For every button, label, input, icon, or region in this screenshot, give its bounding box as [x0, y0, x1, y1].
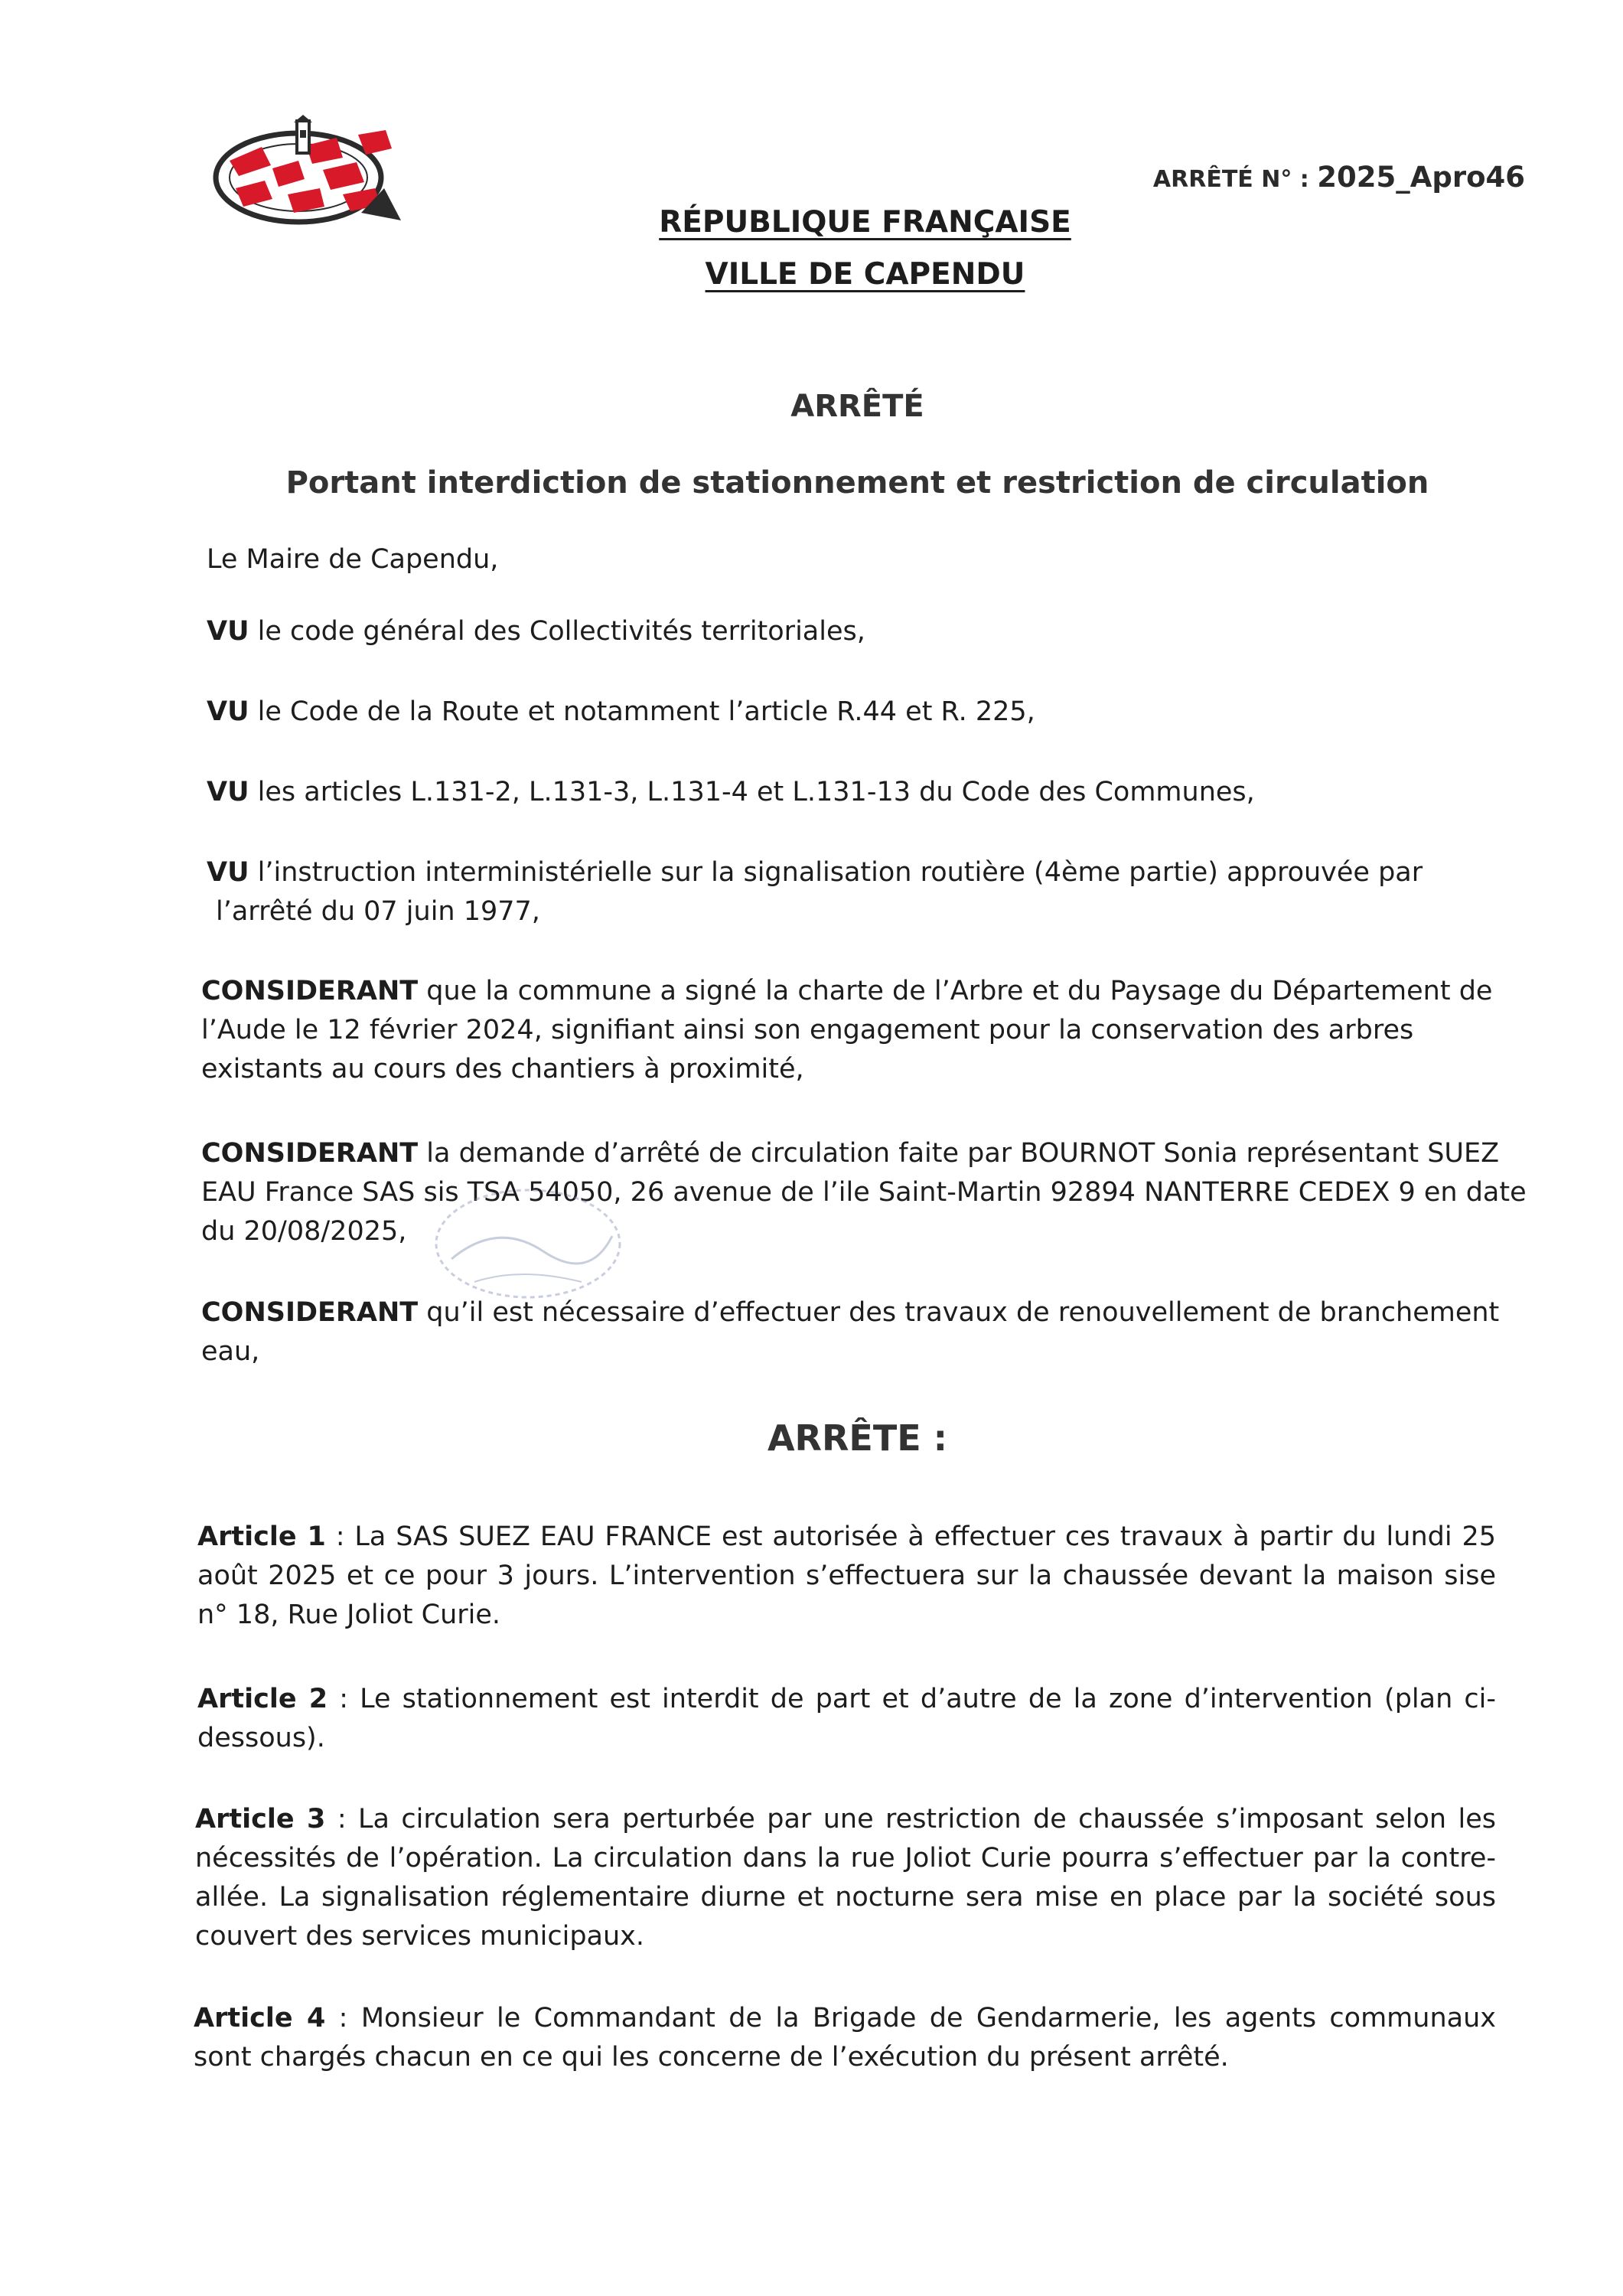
article-3 [195, 1800, 1496, 1956]
considerant-text-line2: eau, [201, 1336, 260, 1367]
visa-label: VU [207, 777, 249, 807]
considerant-text-line2: l’Aude le 12 février 2024, signifiant ainsi son engagement pour la conservation des arbres [201, 1015, 1414, 1045]
visa-text-continued: l’arrêté du 07 juin 1977, [216, 896, 540, 927]
visa-text: l’instruction interministérielle sur la signalisation routière (4ème partie) approuvée par [249, 857, 1423, 888]
article-label: Article 4 [194, 2003, 326, 2033]
considerant-label: CONSIDERANT [201, 976, 419, 1006]
considerant-text-line2: EAU France SAS sis TSA 54050, 26 avenue de l’ile Saint-Martin 92894 NANTERRE CEDEX 9 en date [201, 1177, 1527, 1208]
considerant-label: CONSIDERANT [201, 1297, 419, 1328]
visa-label: VU [207, 616, 249, 647]
article-label: Article 2 [197, 1684, 328, 1714]
visa-3 [207, 773, 1255, 812]
decision-heading: ARRÊTE : [767, 1417, 948, 1459]
republic-heading: RÉPUBLIQUE FRANÇAISE [659, 205, 1071, 240]
article-4 [194, 1999, 1496, 2077]
visa-text: les articles L.131-2, L.131-3, L.131-4 et L.131-13 du Code des Communes, [249, 777, 1255, 807]
faint-stamp [429, 1175, 627, 1328]
article-1 [197, 1518, 1496, 1635]
article-2 [197, 1680, 1496, 1758]
visa-2 [207, 693, 1035, 732]
considerant-2 [201, 1134, 1527, 1251]
stamp-icon [429, 1175, 627, 1328]
document-title: ARRÊTÉ [790, 389, 924, 424]
reference-label: ARRÊTÉ N° : [1152, 166, 1309, 193]
considerant-label: CONSIDERANT [201, 1138, 419, 1169]
considerant-text-line3: existants au cours des chantiers à proximité, [201, 1054, 804, 1084]
considerant-text: qu’il est nécessaire d’effectuer des travaux de renouvellement de branchement [418, 1297, 1500, 1328]
visa-label: VU [207, 696, 249, 727]
reference-number: 2025_Apro46 [1317, 161, 1525, 194]
decree-reference [1153, 161, 1525, 194]
article-text: : La circulation sera perturbée par une restriction de chaussée s’imposant selon les nécessités de l’opération. La circulation dans la rue Joliot Curie pourra s’effectuer par la contre-allée. La signalisation réglementaire diurne et nocturne sera mise en place par la société sous couvert des services municipaux. [195, 1804, 1496, 1952]
considerant-1 [201, 972, 1492, 1089]
article-label: Article 1 [197, 1521, 326, 1552]
considerant-text-line3: du 20/08/2025, [201, 1216, 407, 1247]
considerant-text: que la commune a signé la charte de l’Arbre et du Paysage du Département de [418, 976, 1493, 1006]
considerant-text: la demande d’arrêté de circulation faite par BOURNOT Sonia représentant SUEZ [418, 1138, 1500, 1169]
visa-label: VU [207, 857, 249, 888]
town-heading: VILLE DE CAPENDU [705, 257, 1025, 292]
document-subject: Portant interdiction de stationnement et restriction de circulation [285, 465, 1429, 501]
article-text: : Monsieur le Commandant de la Brigade de Gendarmerie, les agents communaux sont chargés chacun en ce qui les concerne de l’exécution du présent arrêté. [194, 2003, 1496, 2073]
considerant-3 [201, 1293, 1499, 1371]
article-text: : La SAS SUEZ EAU FRANCE est autorisée à effectuer ces travaux à partir du lundi 25 août 2025 et ce pour 3 jours. L’intervention s’effectuera sur la chaussée devant la maison sise n° 18, Rue Joliot Curie. [197, 1521, 1496, 1630]
intro-line: Le Maire de Capendu, [207, 544, 499, 575]
visa-text: le code général des Collectivités territoriales, [249, 616, 865, 647]
visa-4 [207, 853, 1423, 931]
visa-1 [207, 612, 865, 651]
article-label: Article 3 [195, 1804, 326, 1835]
article-text: : Le stationnement est interdit de part et d’autre de la zone d’intervention (plan ci-dessous). [197, 1684, 1496, 1753]
visa-text: le Code de la Route et notamment l’article R.44 et R. 225, [249, 696, 1035, 727]
